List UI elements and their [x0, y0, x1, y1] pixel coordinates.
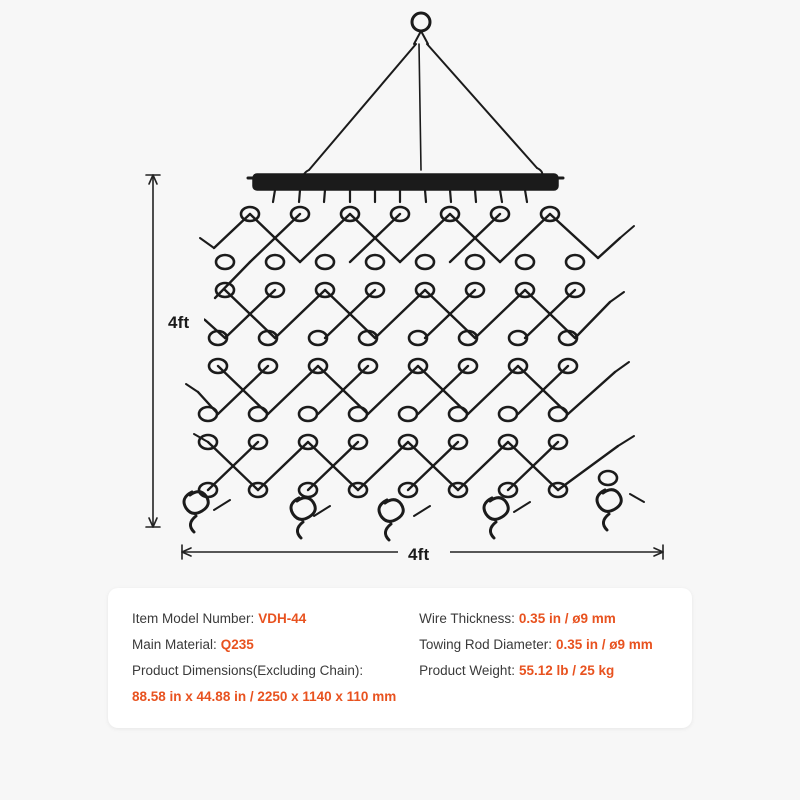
- spec-value-model-number: VDH-44: [258, 611, 307, 626]
- spec-row-main-material: [132, 632, 419, 658]
- spec-label-product-dimensions: Product Dimensions(Excluding Chain):: [132, 663, 364, 678]
- spec-value-main-material: Q235: [220, 637, 254, 652]
- spec-row-product-dimensions: [132, 658, 419, 684]
- height-dimension-label: 4ft: [168, 313, 190, 332]
- spec-label-product-weight: Product Weight:: [419, 663, 515, 678]
- spec-label-towing-rod-diameter: Towing Rod Diameter:: [419, 637, 552, 652]
- spec-value-product-weight: 55.12 lb / 25 kg: [518, 663, 615, 678]
- spec-column-left: [132, 606, 419, 710]
- towing-rod: [253, 174, 558, 190]
- spec-value-towing-rod-diameter: 0.35 in / ø9 mm: [555, 637, 653, 652]
- width-dimension-label: 4ft: [408, 545, 430, 564]
- spec-row-towing-rod-diameter: [419, 632, 668, 658]
- spec-column-right: [419, 606, 668, 710]
- spec-label-main-material: Main Material:: [132, 637, 217, 652]
- specification-card: [108, 588, 692, 728]
- spec-row-model-number: [132, 606, 419, 632]
- hanging-ring-icon: [412, 13, 430, 31]
- spec-value-product-dimensions: 88.58 in x 44.88 in / 2250 x 1140 x 110 mm: [132, 689, 397, 704]
- spec-row-wire-thickness: [419, 606, 668, 632]
- spec-value-wire-thickness: 0.35 in / ø9 mm: [518, 611, 616, 626]
- spec-label-wire-thickness: Wire Thickness:: [419, 611, 515, 626]
- spec-row-product-weight: [419, 658, 668, 684]
- spec-label-model-number: Item Model Number:: [132, 611, 255, 626]
